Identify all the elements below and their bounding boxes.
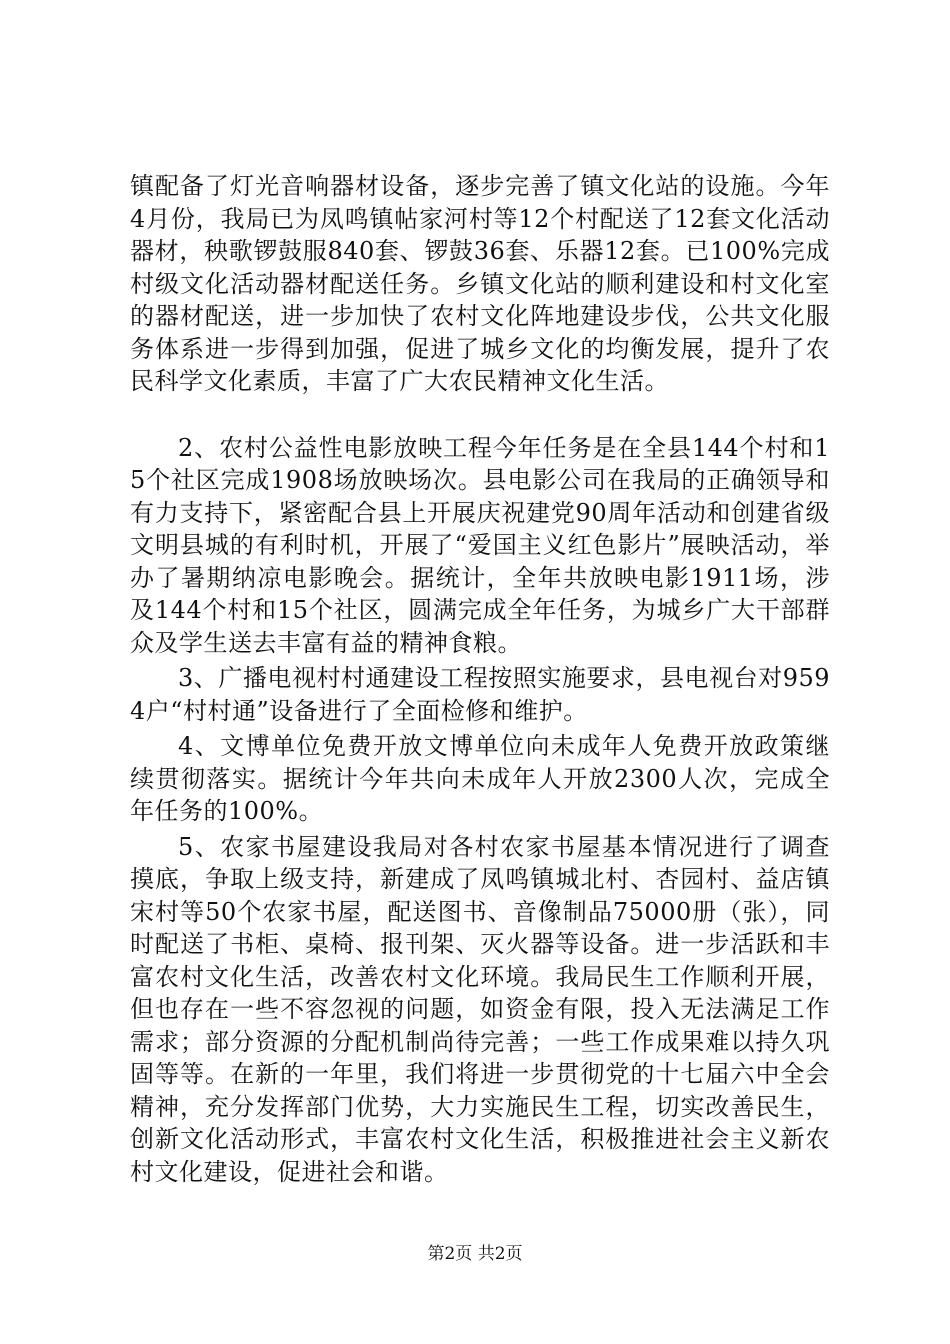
paragraph-item-3-radio-tv: 3、广播电视村村通建设工程按照实施要求，县电视台对9594户“村村通”设备进行了全面检修和维护。 (130, 664, 830, 725)
paragraph-item-2-film-screening: 2、农村公益性电影放映工程今年任务是在全县144个村和15个社区完成1908场放映场次。县电影公司在我局的正确领导和有力支持下，紧密配合县上开展庆祝建党90周年活动和创建省级文明县城的有利时机，开展了“爱国主义红色影片”展映活动，举办了暑期纳凉电影晚会。据统计，全年共放映电影1911场，涉及144个村和15个社区，圆满完成全年任务，为城乡广大干部群众及学生送去丰富有益的精神食粮。 (130, 433, 830, 657)
paragraph-item-4-museum-opening: 4、文博单位免费开放文博单位向未成年人免费开放政策继续贯彻落实。据统计今年共向未成年人开放2300人次，完成全年任务的100%。 (130, 732, 830, 825)
paragraph-item-5-farm-library: 5、农家书屋建设我局对各村农家书屋基本情况进行了调查摸底，争取上级支持，新建成了凤鸣镇城北村、杏园村、益店镇宋村等50个农家书屋，配送图书、音像制品75000册（张），同时配送了书柜、桌椅、报刊架、灭火器等设备。进一步活跃和丰富农村文化生活，改善农村文化环境。我局民生工作顺利开展，但也存在一些不容忽视的问题，如资金有限，投入无法满足工作需求；部分资源的分配机制尚待完善；一些工作成果难以持久巩固等等。在新的一年里，我们将进一步贯彻党的十七届六中全会精神，充分发挥部门优势，大力实施民生工程，切实改善民生，创新文化活动形式，丰富农村文化生活，积极推进社会主义新农村文化建设，促进社会和谐。 (130, 832, 830, 1186)
document-body (130, 170, 830, 1188)
page-number-footer: 第2页 共2页 (427, 1244, 523, 1264)
paragraph-continuation: 镇配备了灯光音响器材设备，逐步完善了镇文化站的设施。今年4月份，我局已为凤鸣镇帖家河村等12个村配送了12套文化活动器材，秧歌锣鼓服840套、锣鼓36套、乐器12套。已100%完成村级文化活动器材配送任务。乡镇文化站的顺利建设和村文化室的器材配送，进一步加快了农村文化阵地建设步伐，公共文化服务体系进一步得到加强，促进了城乡文化的均衡发展，提升了农民科学文化素质，丰富了广大农民精神文化生活。 (130, 172, 830, 395)
